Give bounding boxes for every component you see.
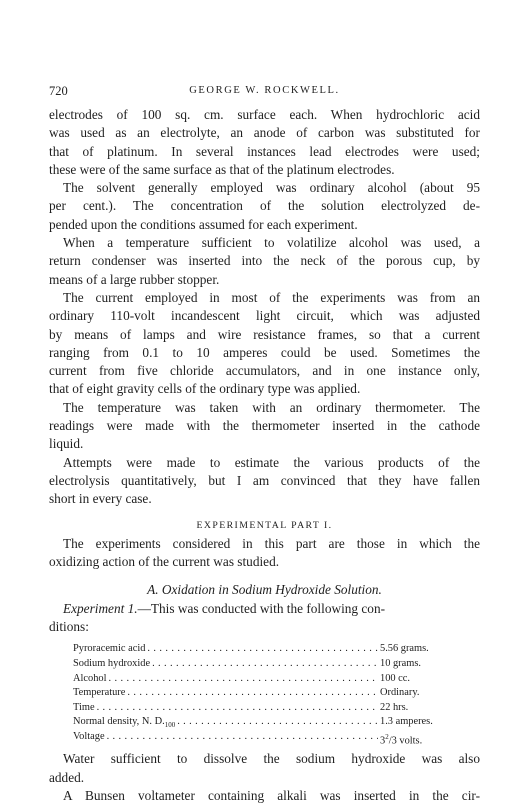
text-line: Attempts were made to estimate the various products of the xyxy=(63,454,480,470)
conditions-table xyxy=(73,642,434,747)
condition-value: 5.56 grams. xyxy=(380,643,429,655)
running-head: GEORGE W. ROCKWELL. xyxy=(189,85,340,96)
text-line xyxy=(49,600,480,618)
table-row xyxy=(73,715,434,730)
condition-value: $3^2/3$ volts. xyxy=(380,732,423,747)
subsection-heading: A. Oxidation in Sodium Hydroxide Solution. xyxy=(147,582,382,598)
condition-label: Pyroracemic acid xyxy=(73,643,146,655)
text-line: short in every case. xyxy=(49,491,152,507)
experiment-label: Experiment 1. xyxy=(63,600,138,616)
paragraph-attempts xyxy=(49,454,480,509)
paragraph-experiment-1 xyxy=(49,600,480,637)
section-heading: EXPERIMENTAL PART I. xyxy=(196,519,333,531)
text-line: electrolysis quantitatively, but I am convinced that they have fallen xyxy=(49,472,480,488)
text-line: oxidizing action of the current was studied. xyxy=(49,554,280,570)
condition-label: Voltage xyxy=(73,730,105,742)
text-line: ordinary 110-volt incandescent light circuit, which was adjusted xyxy=(49,308,480,324)
text-line: per cent.). The concentration of the solution electrolyzed de- xyxy=(49,198,480,214)
paragraph-condenser xyxy=(49,234,480,289)
page-number: 720 xyxy=(49,84,68,98)
paragraph-electrodes xyxy=(49,106,480,179)
condition-value: 1.3 amperes. xyxy=(380,716,433,728)
text-line: electrodes of 100 sq. cm. surface each. When hydrochloric acid xyxy=(49,107,480,122)
table-row xyxy=(73,730,434,745)
text-line: The temperature was taken with an ordinary thermometer. The xyxy=(63,399,480,415)
table-row xyxy=(73,642,434,657)
paragraph-temperature xyxy=(49,399,480,454)
text-line: A Bunsen voltameter containing alkali was inserted in the cir- xyxy=(63,788,480,804)
paragraph-voltameter xyxy=(49,787,480,805)
text-line: Water sufficient to dissolve the sodium hydroxide was also xyxy=(63,751,480,767)
experiment-intro-text: —This was conducted with the following con- xyxy=(137,600,386,616)
paragraph-water xyxy=(49,750,480,787)
text-line: liquid. xyxy=(49,436,84,452)
text-line: added. xyxy=(49,769,85,785)
table-row xyxy=(73,686,434,701)
table-row xyxy=(73,701,434,716)
text-line: these were of the same surface as that of the platinum electrodes. xyxy=(49,161,395,177)
condition-value: 10 grams. xyxy=(380,657,421,669)
text-line: by means of lamps and wire resistance frames, so that a current xyxy=(49,326,480,342)
text-line: readings were made with the thermometer inserted in the cathode xyxy=(49,418,480,434)
condition-label: Temperature xyxy=(73,687,126,699)
condition-value: 22 hrs. xyxy=(380,701,409,713)
condition-label: Alcohol xyxy=(73,672,107,684)
paragraph-experiments-intro xyxy=(49,535,480,572)
text-line: means of a large rubber stopper. xyxy=(49,271,220,287)
text-line: The solvent generally employed was ordinary alcohol (about 95 xyxy=(63,180,480,196)
paragraph-solvent xyxy=(49,179,480,234)
text-line: return condenser was inserted into the neck of the porous cup, by xyxy=(49,253,480,269)
text-line: The current employed in most of the experiments was from an xyxy=(63,289,480,305)
page-body xyxy=(49,106,480,805)
page-header xyxy=(49,84,480,100)
text-line: ranging from 0.1 to 10 amperes could be used. Sometimes the xyxy=(49,344,480,360)
condition-value: Ordinary. xyxy=(380,687,420,699)
paragraph-current xyxy=(49,289,480,399)
text-line: that of eight gravity cells of the ordinary type was applied. xyxy=(49,381,361,397)
text-line: When a temperature sufficient to volatilize alcohol was used, a xyxy=(63,235,480,251)
text-line: was used as an electrolyte, an anode of carbon was substituted for xyxy=(49,125,480,141)
condition-label: Normal density, N. $D._{100}$ xyxy=(73,716,176,730)
table-row xyxy=(73,672,434,687)
text-line: ditions: xyxy=(49,619,89,635)
text-line: The experiments considered in this part are those in which the xyxy=(63,535,480,551)
condition-label: Time xyxy=(73,701,95,713)
text-line: that of platinum. In several instances lead electrodes were used; xyxy=(49,143,480,159)
text-line: pended upon the conditions assumed for each experiment. xyxy=(49,216,358,232)
condition-value: 100 cc. xyxy=(380,672,411,684)
condition-label: Sodium hydroxide xyxy=(73,657,151,669)
text-line: current from five chloride accumulators, and in one instance only, xyxy=(49,363,480,379)
table-row xyxy=(73,657,434,672)
